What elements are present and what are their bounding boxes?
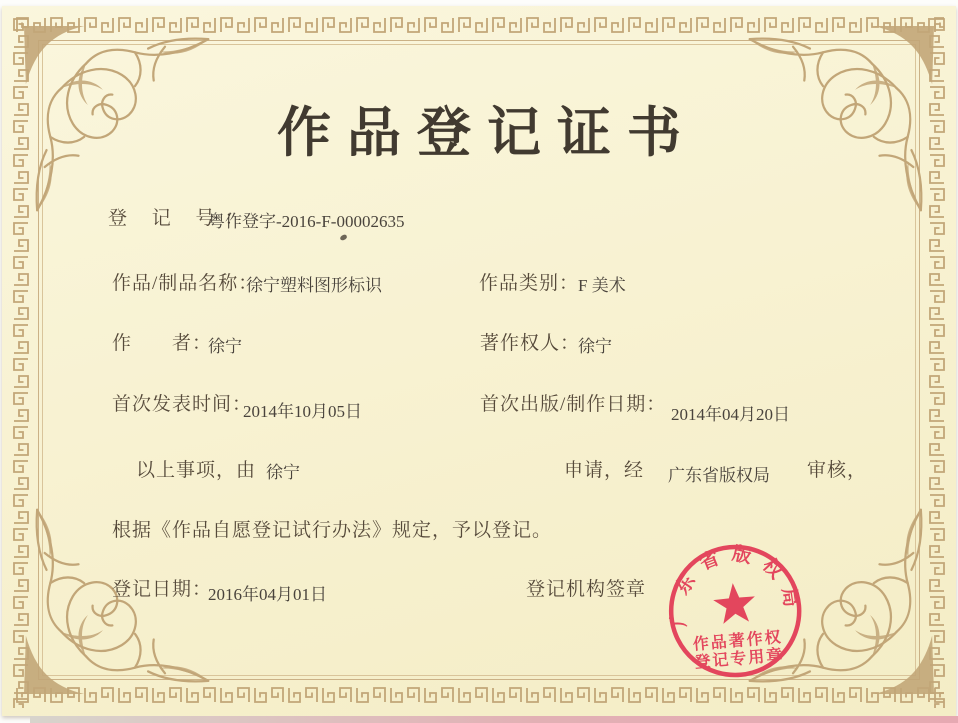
copyright-owner-value: 徐宁 [578, 337, 612, 356]
certificate-title: 作品登记证书 [277, 103, 697, 163]
reg-no-label: 登 记 号： [108, 208, 254, 229]
seal-line1: 作品著作权 [692, 628, 784, 654]
first-production-label: 首次出版/制作日期： [480, 394, 667, 415]
first-production-value: 2014年04月20日 [671, 405, 790, 424]
official-seal [646, 520, 824, 698]
author-label: 作 者： [112, 333, 213, 354]
seal-arc-text: 广东省版权局 [668, 543, 803, 627]
work-name-label: 作品/制品名称： [112, 273, 259, 294]
first-publish-label: 首次发表时间： [112, 394, 253, 415]
work-category-value: F 美术 [578, 276, 626, 295]
first-publish-value: 2014年10月05日 [243, 402, 362, 421]
seal-star [712, 581, 757, 624]
statement-part2: 申请，经 [564, 460, 645, 481]
statement-line2: 根据《作品自愿登记试行办法》规定，予以登记。 [112, 520, 553, 541]
copyright-owner-label: 著作权人： [480, 333, 581, 354]
author-value: 徐宁 [208, 337, 242, 356]
work-name-value: 徐宁塑料图形标识 [246, 276, 382, 295]
reg-date-value: 2016年04月01日 [208, 585, 327, 604]
statement-authority: 广东省版权局 [668, 466, 770, 485]
work-category-label: 作品类别： [479, 273, 580, 294]
statement-part3: 审核， [807, 460, 868, 481]
reg-date-label: 登记日期： [112, 579, 213, 600]
reg-no-value: 粤作登字-2016-F-00002635 [208, 212, 405, 231]
certificate-paper [2, 6, 956, 716]
statement-applicant: 徐宁 [266, 463, 300, 482]
statement-part1: 以上事项，由 [136, 460, 257, 481]
seal-line2: 登记专用章 [693, 646, 785, 672]
signature-label: 登记机构签章 [526, 579, 647, 600]
scan-edge [30, 716, 958, 723]
